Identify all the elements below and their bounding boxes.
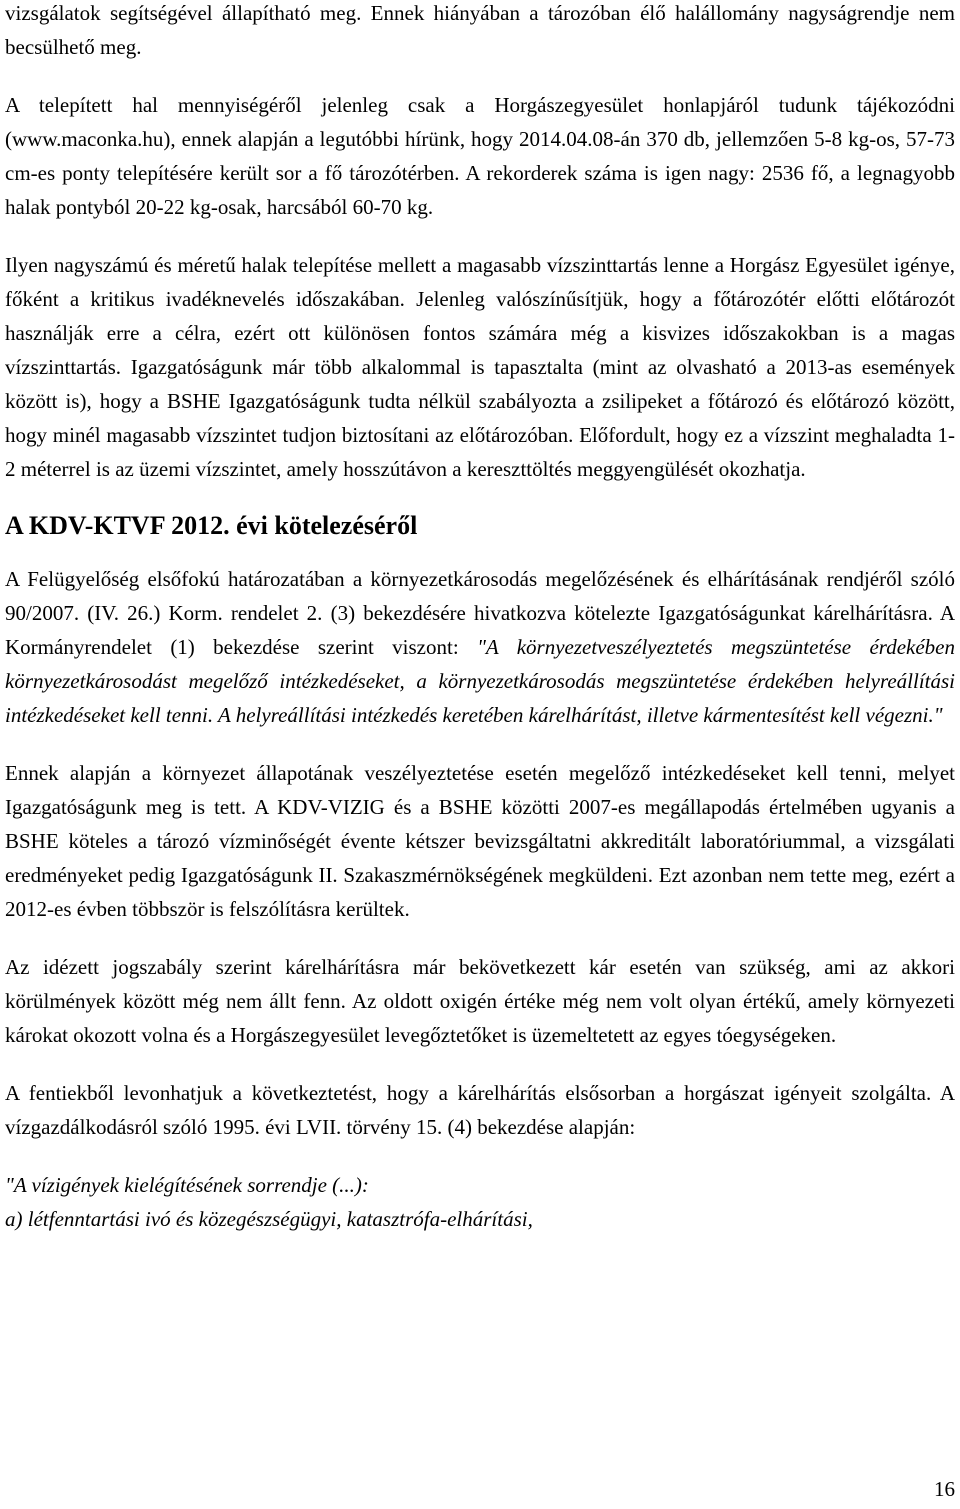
paragraph-6: Az idézett jogszabály szerint kárelhárításra már bekövetkezett kár esetén van szükség, ami az akkori körülmények között még nem állt fenn. Az oldott oxigén értéke még nem volt olyan értékű, amely környezeti károkat okozott volna és a Horgászegyesület levegőztetőket is üzemeltetett az egyes tóegységeken. (5, 955, 955, 1047)
quote-line-2: a) létfenntartási ivó és közegészségügyi, katasztrófa-elhárítási, (5, 1207, 533, 1231)
page-number: 16 (934, 1477, 955, 1501)
paragraph-3: Ilyen nagyszámú és méretű halak telepítése mellett a magasabb vízszinttartás lenne a Horgász Egyesület igénye, főként a kritikus ivadéknevelés időszakában. Jelenleg valószínűsítjük, hogy a főtározótér előtti előtározót használják erre a célra, ezért ott különösen fontos számára még a kisvizes időszakokban is a magas vízszinttartás. Igazgatóságunk már több alkalommal is tapasztalta (mint az olvasható a 2013-as események között is), hogy a BSHE Igazgatóságunk tudta nélkül szabályozta a zsilipeket a főtározó és előtározó között, hogy minél magasabb vízszintet tudjon biztosítani az előtározóban. Előfordult, hogy ez a vízszint meghaladta 1-2 méterrel is az üzemi vízszintet, amely hosszútávon a kereszttöltés meggyengülését okozhatja. (5, 253, 955, 481)
quote-line-1: "A vízigények kielégítésének sorrendje (...): (5, 1173, 369, 1197)
paragraph-2: A telepített hal mennyiségéről jelenleg csak a Horgászegyesület honlapjáról tudunk tájékozódni (www.maconka.hu), ennek alapján a legutóbbi hírünk, hogy 2014.04.08-án 370 db, jellemzően 5-8 kg-os, 57-73 cm-es ponty telepítésére került sor a fő tározótérben. A rekorderek száma is igen nagy: 2536 fő, a legnagyobb halak pontyból 20-22 kg-osak, harcsából 60-70 kg. (5, 93, 955, 219)
section-heading: A KDV-KTVF 2012. évi kötelezéséről (5, 511, 418, 540)
paragraph-4-quote: "A környezetveszélyeztetés megszüntetése érdekében környezetkárosodást megelőző intézkedéseket, a környezetkárosodás megszüntetése érdekében helyreállítási intézkedéseket kell tenni. A helyreállítási intézkedés keretében kárelhárítást, illetve kármentesítést kell végezni." (5, 635, 955, 727)
paragraph-1: vizsgálatok segítségével állapítható meg. Ennek hiányában a tározóban élő halállomány nagyságrendje nem becsülhető meg. (5, 1, 955, 59)
document-page (5, 0, 955, 1509)
paragraph-7: A fentiekből levonhatjuk a következtetést, hogy a kárelhárítás elsősorban a horgászat igényeit szolgálta. A vízgazdálkodásról szóló 1995. évi LVII. törvény 15. (4) bekezdése alapján: (5, 1081, 955, 1139)
paragraph-4 (5, 562, 955, 732)
paragraph-4-text: A Felügyelőség elsőfokú határozatában a környezetkárosodás megelőzésének és elhárításának rendjéről szóló 90/2007. (IV. 26.) Korm. rendelet 2. (3) bekezdésére hivatkozva kötelezte Igazgatóságunkat kárelhárításra. A Kormányrendelet (1) bekezdése szerint viszont: (5, 567, 955, 659)
paragraph-5: Ennek alapján a környezet állapotának veszélyeztetése esetén megelőző intézkedéseket kell tenni, melyet Igazgatóságunk meg is tett. A KDV-VIZIG és a BSHE közötti 2007-es megállapodás értelmében ugyanis a BSHE köteles a tározó vízminőségét évente kétszer bevizsgáltatni akkreditált laboratóriummal, a vizsgálati eredményeket pedig Igazgatóságunk II. Szakaszmérnökségének megküldeni. Ezt azonban nem tette meg, ezért a 2012-es évben többször is felszólításra kerültek. (5, 761, 955, 921)
